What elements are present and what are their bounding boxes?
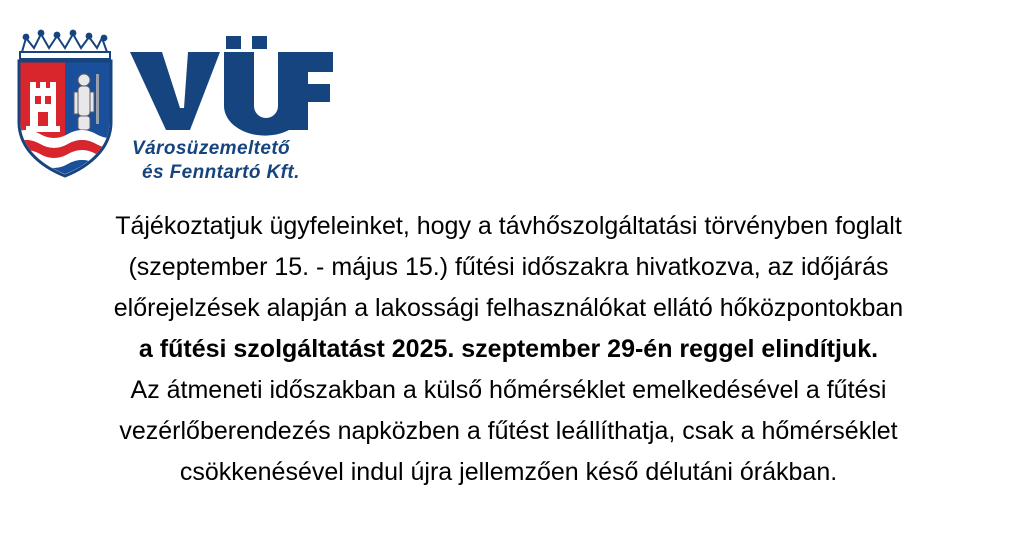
- notice-line-highlight: a fűtési szolgáltatást 2025. szeptember 29-én reggel elindítjuk.: [138, 335, 879, 363]
- vuf-wordmark: [128, 34, 333, 184]
- notice-line: (szeptember 15. - május 15.) fűtési időszakra hivatkozva, az időjárás: [128, 253, 889, 281]
- wordmark-subtitle-line1: Városüzemeltető: [132, 138, 291, 159]
- notice-line: előrejelzések alapján a lakossági felhasználókat ellátó hőközpontokban: [113, 294, 904, 322]
- vuf-letters-icon: [128, 34, 333, 149]
- notice-line: Az átmeneti időszakban a külső hőmérséklet emelkedésével a fűtési: [130, 376, 887, 404]
- notice-line: vezérlőberendezés napközben a fűtést leállíthatja, csak a hőmérséklet: [119, 417, 898, 445]
- company-logo: [8, 14, 338, 184]
- notice-line: csökkenésével indul újra jellemzően késő délutáni órákban.: [179, 458, 838, 486]
- notice-line: Tájékoztatjuk ügyfeleinket, hogy a távhőszolgáltatási törvényben foglalt: [115, 212, 902, 240]
- city-coat-of-arms-icon: [12, 26, 122, 181]
- notice-text: [0, 206, 1017, 493]
- wordmark-subtitle-line2: és Fenntartó Kft.: [142, 162, 300, 183]
